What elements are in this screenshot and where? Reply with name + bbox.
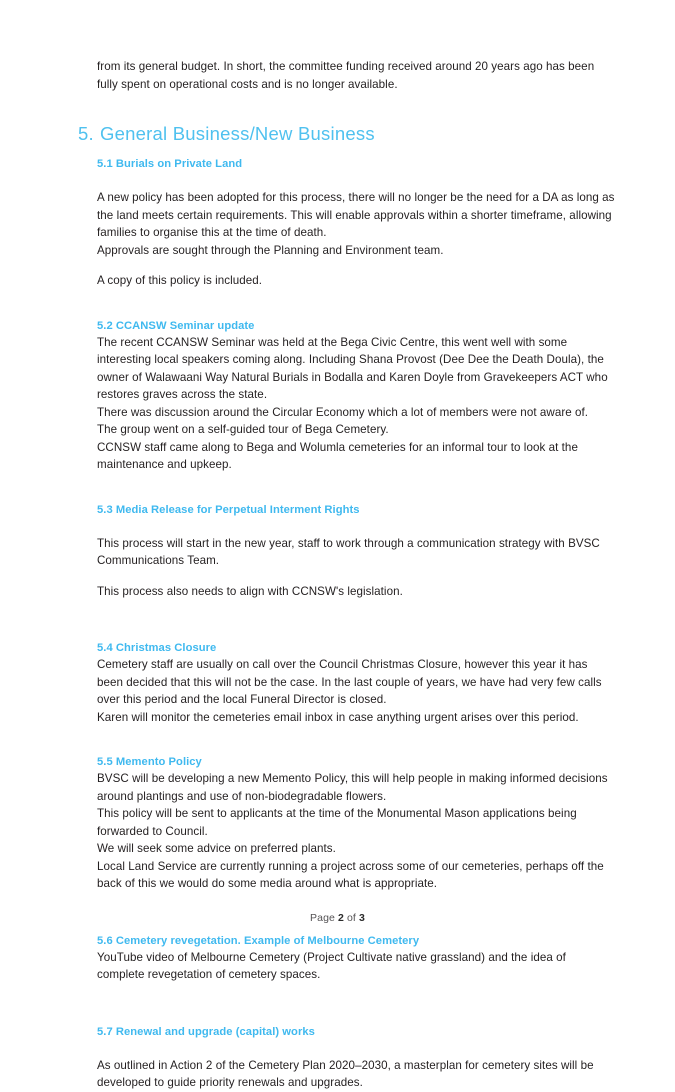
page-content: [78, 58, 618, 1092]
paragraph-5-3-2: This process also needs to align with CCNSW's legislation.: [97, 584, 403, 598]
subheading-5-1: 5.1 Burials on Private Land: [97, 158, 243, 170]
paragraph-5-2-2: There was discussion around the Circular Economy which a lot of members were not aware of.: [97, 405, 589, 419]
subheading-5-3: 5.3 Media Release for Perpetual Interment Rights: [97, 503, 360, 516]
footer-prefix: Page: [310, 912, 339, 924]
paragraph-5-2-4: CCNSW staff came along to Bega and Wolumla cemeteries for an informal tour to look at the maintenance and upkeep.: [97, 440, 578, 471]
paragraph-5-7-1: As outlined in Action 2 of the Cemetery Plan 2020–2030, a masterplan for cemetery sites will be developed to guide priority renewals and upgrades.: [97, 1058, 594, 1089]
section-number: 5.: [78, 123, 94, 144]
page-title: General Business/New Business: [100, 123, 375, 144]
paragraph-5-1-1: A new policy has been adopted for this process, there will no longer be the need for a DA as long as the land meets certain requirements. This will enable approvals within a shorter timeframe, allowing families to organise this at the time of death.: [97, 191, 615, 239]
page-footer: [0, 912, 675, 924]
footer-separator: of: [343, 912, 359, 924]
subheading-5-2: 5.2 CCANSW Seminar update: [97, 319, 255, 332]
subheading-5-5: 5.5 Memento Policy: [97, 756, 202, 768]
section-5-heading: [78, 123, 618, 145]
paragraph-5-2-3: The group went on a self-guided tour of Bega Cemetery.: [97, 423, 389, 436]
paragraph-5-1-3: A copy of this policy is included.: [97, 274, 263, 287]
paragraph-5-5-4: Local Land Service are currently running a project across some of our cemeteries, perhaps off the back of this we would do some media around what is appropriate.: [97, 859, 604, 890]
continued-paragraph: from its general budget. In short, the committee funding received around 20 years ago has been fully spent on operational costs and is no longer available.: [97, 60, 595, 91]
footer-current-page: 2: [338, 912, 344, 924]
paragraph-5-1-2: Approvals are sought through the Planning and Environment team.: [97, 243, 444, 257]
paragraph-5-5-3: We will seek some advice on preferred plants.: [97, 842, 336, 855]
subheading-5-4: 5.4 Christmas Closure: [97, 642, 217, 654]
paragraph-5-5-2: This policy will be sent to applicants at the time of the Monumental Mason applications being forwarded to Council.: [97, 807, 577, 838]
paragraph-5-6-1: YouTube video of Melbourne Cemetery (Project Cultivate native grassland) and the idea of complete revegetation of cemetery spaces.: [97, 950, 566, 981]
subheading-5-6: 5.6 Cemetery revegetation. Example of Melbourne Cemetery: [97, 934, 420, 947]
paragraph-5-5-1: BVSC will be developing a new Memento Policy, this will help people in making informed decisions around plantings and use of non-biodegradable flowers.: [97, 772, 608, 803]
paragraph-5-4-2: Karen will monitor the cemeteries email inbox in case anything urgent arises over this period.: [97, 710, 579, 724]
paragraph-5-2-1: The recent CCANSW Seminar was held at the Bega Civic Centre, this went well with some interesting local speakers coming along. Including Shana Provost (Dee Dee the Death Doula), the owner of Walawaani Way Natural Burials in Bodalla and Karen Doyle from Gravekeepers ACT who restores graves across the state.: [97, 335, 608, 401]
paragraph-5-3-1: This process will start in the new year, staff to work through a communication strategy with BVSC Communications Team.: [97, 536, 600, 567]
footer-total-pages: 3: [358, 912, 365, 924]
paragraph-5-4-1: Cemetery staff are usually on call over the Council Christmas Closure, however this year it has been decided that this will not be the case. In the last couple of years, we have had very few calls over this period and the local Funeral Director is closed.: [97, 658, 602, 706]
subheading-5-7: 5.7 Renewal and upgrade (capital) works: [97, 1025, 315, 1038]
